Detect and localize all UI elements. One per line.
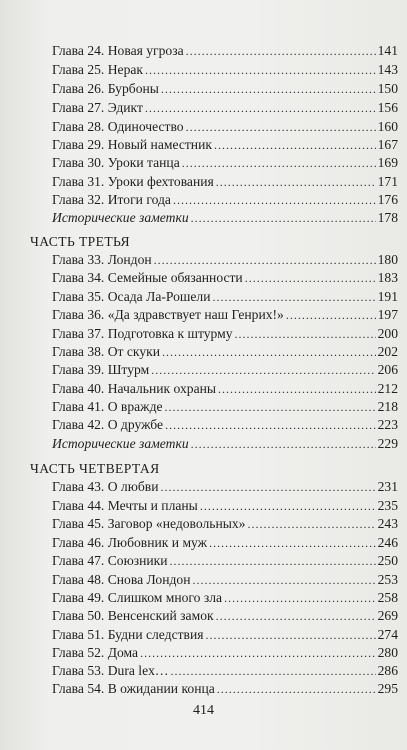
dot-leader [247,515,375,533]
toc-entry [52,191,398,209]
toc-entry-page: 231 [377,479,398,494]
toc-entry-page: 206 [377,362,398,377]
toc-entry [52,99,398,117]
toc-entry-page: 183 [377,270,398,285]
toc-entry-title: Глава 38. От скуки [52,344,160,359]
toc-entry-page: 143 [377,62,398,77]
toc-entry-page: 160 [377,119,398,134]
toc-entry-title: Глава 39. Штурм [52,362,150,377]
toc-entry-title: Глава 31. Уроки фехтования [52,174,214,189]
toc-entry-page: 258 [377,590,398,605]
toc-entry [52,552,398,570]
dot-leader [140,644,376,662]
dot-leader [151,361,375,379]
toc-entry-page: 167 [377,137,398,152]
toc-entry [52,680,398,698]
toc-entry-page: 295 [377,681,398,696]
dot-leader [206,626,376,644]
toc-entry-title: Глава 41. О вражде [52,399,163,414]
toc-entry [52,136,398,154]
toc-entry-title: Глава 45. Заговор «недовольных» [52,516,246,531]
dot-leader [216,607,376,625]
toc-entry-title: Глава 29. Новый наместник [52,137,212,152]
dot-leader [162,343,376,361]
toc-entry-page: 141 [377,43,398,58]
part-four-heading: ЧАСТЬ ЧЕТВЕРТАЯ [30,461,160,476]
toc-entry-title: Глава 25. Нерак [52,62,144,77]
toc-entry [52,497,398,515]
toc-entry-page: 269 [377,608,398,623]
toc-entry-page: 280 [377,645,398,660]
dot-leader [214,136,376,154]
toc-entry [52,662,398,680]
toc-entry-page: 156 [377,100,398,115]
toc-entry-title: Исторические заметки [52,210,189,225]
toc-entry-title: Глава 51. Будни следствия [52,627,204,642]
dot-leader [224,589,376,607]
page-number: 414 [193,703,214,718]
toc-entry [52,589,398,607]
dot-leader [186,118,376,136]
toc-entry-page: 253 [377,572,398,587]
toc-entry-page: 229 [377,436,398,451]
toc-entry-page: 191 [377,289,398,304]
toc-entry-page: 246 [377,535,398,550]
part-three-heading: ЧАСТЬ ТРЕТЬЯ [30,234,130,249]
toc-entry-title: Глава 35. Осада Ла-Рошели [52,289,211,304]
dot-leader [161,80,376,98]
dot-leader [165,416,376,434]
toc-entry-page: 178 [377,210,398,225]
toc-entry-title: Глава 33. Лондон [52,252,152,267]
toc-entry-historical-notes [52,435,398,453]
toc-entry-title: Глава 32. Итоги года [52,192,171,207]
toc-entry-title: Глава 42. О дружбе [52,417,164,432]
toc-entry-page: 212 [377,381,398,396]
toc-entry [52,288,398,306]
dot-leader [160,478,375,496]
toc-entry-title: Глава 50. Венсенский замок [52,608,214,623]
dot-leader [191,435,376,453]
toc-entry-title: Глава 26. Бурбоны [52,81,159,96]
toc-entry-title: Глава 30. Уроки танца [52,155,180,170]
dot-leader [200,497,376,515]
dot-leader [154,251,376,269]
toc-entry-page: 150 [377,81,398,96]
toc-entry [52,644,398,662]
dot-leader [286,306,376,324]
toc-entry [52,571,398,589]
toc-entry-page: 250 [377,553,398,568]
toc-entry-title: Исторические заметки [52,436,189,451]
toc-entry-page: 235 [377,498,398,513]
toc-entry-title: Глава 53. Dura lex… [52,663,169,678]
toc-entry-title: Глава 48. Снова Лондон [52,572,191,587]
toc-entry-page: 274 [377,627,398,642]
toc-entry [52,343,398,361]
dot-leader [165,398,376,416]
toc-entry [52,42,398,60]
toc-entry-title: Глава 49. Слишком много зла [52,590,223,605]
toc-entry-page: 200 [377,326,398,341]
dot-leader [171,662,376,680]
toc-entry [52,534,398,552]
toc-entry [52,80,398,98]
toc-entry-page: 176 [377,192,398,207]
toc-entry [52,251,398,269]
toc-entry-page: 223 [377,417,398,432]
toc-entry-title: Глава 28. Одиночество [52,119,184,134]
toc-entry [52,269,398,287]
dot-leader [145,61,376,79]
dot-leader [145,99,376,117]
toc-entry-page: 286 [377,663,398,678]
toc-entry-page: 180 [377,252,398,267]
toc-entry [52,607,398,625]
toc-entry-title: Глава 24. Новая угроза [52,43,184,58]
toc-entry-title: Глава 40. Начальник охраны [52,381,217,396]
toc-entry [52,380,398,398]
toc-entry-title: Глава 52. Дома [52,645,139,660]
dot-leader [216,173,376,191]
dot-leader [212,288,375,306]
toc-entry [52,361,398,379]
toc-entry [52,515,398,533]
dot-leader [245,269,376,287]
toc-entry [52,154,398,172]
toc-entry-page: 197 [377,307,398,322]
toc-entry [52,61,398,79]
toc-entry-title: Глава 34. Семейные обязанности [52,270,243,285]
toc-entry-page: 171 [377,174,398,189]
toc-entry-page: 169 [377,155,398,170]
dot-leader [170,552,376,570]
toc-entry-title: Глава 46. Любовник и муж [52,535,208,550]
toc-entry-page: 202 [377,344,398,359]
toc-entry-page: 218 [377,399,398,414]
toc-entry-title: Глава 47. Союзники [52,553,168,568]
toc-entry-title: Глава 44. Мечты и планы [52,498,198,513]
toc-entry-historical-notes [52,209,398,227]
toc-entry-title: Глава 27. Эдикт [52,100,143,115]
dot-leader [235,325,376,343]
dot-leader [182,154,376,172]
toc-entry-page: 243 [377,516,398,531]
toc-entry [52,398,398,416]
toc-entry [52,626,398,644]
dot-leader [218,380,376,398]
toc-entry [52,478,398,496]
toc-entry [52,118,398,136]
toc-entry-title: Глава 43. О любви [52,479,159,494]
toc-entry [52,306,398,324]
toc-entry [52,416,398,434]
dot-leader [217,680,376,698]
dot-leader [209,534,376,552]
toc-entry-title: Глава 36. «Да здравствует наш Генрих!» [52,307,284,322]
dot-leader [186,42,376,60]
toc-entry [52,325,398,343]
dot-leader [192,571,375,589]
toc-entry-title: Глава 37. Подготовка к штурму [52,326,233,341]
toc-entry-title: Глава 54. В ожидании конца [52,681,215,696]
dot-leader [173,191,376,209]
toc-entry [52,173,398,191]
dot-leader [191,209,376,227]
